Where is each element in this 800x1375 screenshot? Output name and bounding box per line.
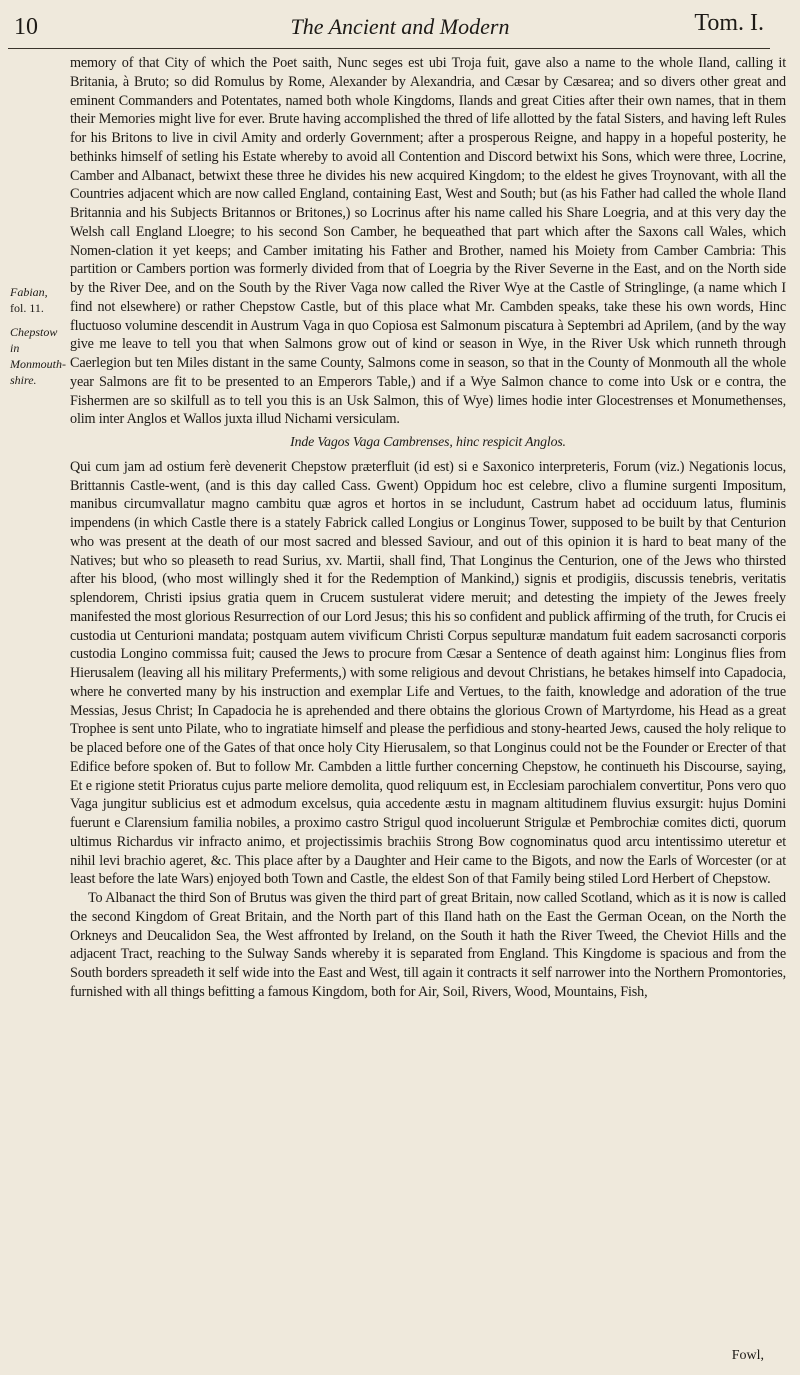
- volume-label: Tom. I.: [694, 10, 764, 36]
- margin-chepstow-3: shire.: [10, 373, 37, 387]
- margin-chepstow-1: Chepstow in: [10, 325, 58, 355]
- margin-chepstow-2: Monmouth-: [10, 357, 66, 371]
- paragraph-3: To Albanact the third Son of Brutus was given the third part of great Britain, now called Scotland, which as it is now is called the second Kingdom of Great Britain, and the North part of this Iland hath on the East the German Ocean, on the North the Orkneys and Deucalidon Sea, the West affronted by Ireland, on the South it hath the River Tweed, the Cheviot Hills and the adjacent Tract, reaching to the Sulway Sands whereby it is separated from England. This Kingdome is spacious and from the South borders spreadeth it self wide into the East and West, till again it contracts it self narrower into the Northern Promontories, furnished with all things befitting a famous Kingdom, both for Air, Soil, Rivers, Wood, Mountains, Fish,: [70, 890, 786, 1000]
- margin-note-chepstow: [10, 324, 66, 388]
- page-number: 10: [14, 14, 38, 40]
- paragraph-2: Qui cum jam ad ostium ferè devenerit Chepstow præterfluit (id est) si e Saxonico interpreteris, Forum (viz.) Negationis locus, Brittannis Castle-went, (and is this day called Cass. Gwent) Oppidum hoc est celebre, clivo a flumine surgenti Impositum, manibus circumvallatur magno cambitu quæ agros et hortos in se includunt, Castrum habet ad occiduum latus, fluminis impendens (in which Castle there is a stately Fabrick called Longius or Longinus Tower, supposed to be built by that Centurion who was present at the death of our most sacred and blessed Saviour, and out of this opinion it is hard to beat many of the Natives; but who so pleaseth to read Surius, xv. Martii, shall find, That Longinus the Centurion, one of the Jews who thirsted after his blood, (who most willingly shed it for the Redemption of Mankind,) signis et prodigiis, discussis tenebris, veritatis splendorem, Christi ipsius gratia quem in Crucem sustulerat videre meruit; and detesting the impiety of the Jewes freely manifested the most glorious Resurrection of our Lord Jesus; this his so confident and publick affirming of the truth, for Crucis ei custodia ut Centurioni mandata; postquam autem vivificum Christi Corpus sepulturæ mandatum fuit eadem sacrosancti corporis custodia Longino commissa fuit; caused the Jews to procure from Cæsar a Sentence of death against him: Longinus flies from Hierusalem (leaving all his military Preferments,) with some religious and devout Christians, he betakes himself into Capadocia, where he converted many by his instruction and exemplar Life and Vertues, to the faith, knowledge and adoration of the true Messias, Jesus Christ; In Capadocia he is aprehended and there obtains the glorious Crown of Martyrdome, his Head as a great Trophee is sent unto Pilate, who to ingratiate himself and please the perfidious and stony-hearted Jews, caused the holy relique to be placed before one of the Gates of that once holy City Hierusalem, so that Longinus could not be the Founder or Erecter of that Edifice before spoken of. But to follow Mr. Cambden a little further concerning Chepstow, he continueth his Discourse, saying, Et e rigione stetit Prioratus cujus parte meliore demolita, quod reliquum est, in Ecclesiam parochialem convertitur, Pons vero quo Vaga jungitur sublicius est et admodum excelsus, quia accedente æstu in magnam altitudinem fluvius exsurgit: hujus Domini fuerunt e Clarensium familia nobiles, a proximo castro Strigul quod incoluerunt Strigulæ et Pembrochiæ comites dicti, quorum ultimus Richardus vir infracto animo, et projectissimis brachiis Strong Bow cognominatus quod arcu intentissimo uteretur et nihil levi brachio ageret, &c. This place after by a Daughter and Heir came to the Bigots, and now the Earls of Worcester (or at least before the late Wars) enjoyed both Town and Castle, the eldest Son of that Family being stiled Lord Herbert of Chepstow.: [70, 458, 786, 888]
- margin-fabian: Fabian,: [10, 285, 48, 299]
- verse-line: Inde Vagos Vaga Cambrenses, hinc respicit Anglos.: [290, 434, 566, 449]
- margin-note-fabian: [10, 284, 66, 316]
- header-rule: [8, 48, 770, 49]
- margin-fabian-ref: fol. 11.: [10, 301, 44, 315]
- paragraph-1: memory of that City of which the Poet saith, Nunc seges est ubi Troja fuit, gave also a name to the whole Iland, calling it Britania, à Bruto; so did Romulus by Rome, Alexander by Alexandria, and Cæsar by Cæsarea; and so divers other great and eminent Commanders and Potentates, named both whole Kingdoms, Ilands and great Cities after their own names, that in them their Memories might live for ever. Brute having accomplished the thred of life allotted by the fatal Sisters, and having left Rules for his Britons to live in civil Amity and orderly Government; after a prosperous Reigne, and happy in a hopeful posterity, he bethinks himself of setling his Estate whereby to avoid all Contention and Discord betwixt his Sons, which were three, Locrine, Camber and Albanact, betwixt these three he divides his new acquired Kingdom; to the eldest he gives Troynovant, with all the Countries adjacent which are now called England, containing East, West and South; but (as his Father had called the whole Iland Britannia and his Subjects Britannos or Britones,) so Locrinus after his name called his Share Loegria, and at this very day the Welsh call England Lloegre; to his second Son Camber, he bequeathed that part which after the Saxons call Wales, which Nomen-clation it yet keeps; and Camber imitating his Father and Brother, named his Moiety from Camber Cambria: This partition or Cambers portion was formerly divided from that of Loegria by the River Severne in the East, and on the North side by the River Dee, and on the South by the River Vaga now called the River Wye at the Castle of Stringlinge, (a name which I find not elsewhere) or rather Chepstow Castle, but of this place what Mr. Cambden speaks, take these his own words, Hinc fluctuoso volumine descendit in Austrum Vaga in quo Copiosa est Salmonum piscatura à Septembri ad Aprilem, (and by the way give me leave to tell you that when Salmons grow out of kind or season in Wye, in the River Usk which runneth through Caerlegion but ten Miles distant in the same County, Salmons come in season, so that in the County of Monmouth all the whole year Salmons are fit to be presented to an Emperors Table,) and if a Wye Salmon chance to come into Usk or e contra, the Fishermen are so skilfull as to tell you this is an Usk Salmon, this of Wye) limes hodie inter Glocestrenses et Monumethenses, olim inter Anglos et Wallos juxta illud Nichami versiculam.: [70, 55, 786, 428]
- running-title: The Ancient and Modern: [290, 14, 510, 39]
- body-text: [70, 54, 786, 1002]
- page-header: [0, 0, 800, 60]
- catchword: Fowl,: [731, 1348, 764, 1363]
